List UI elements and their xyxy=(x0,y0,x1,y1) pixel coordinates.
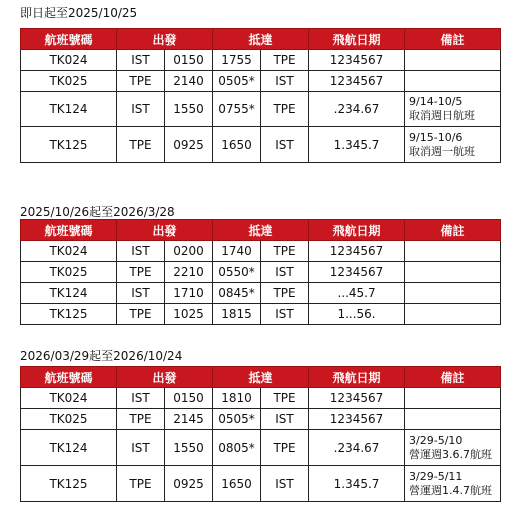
arrive-airport: IST xyxy=(261,127,309,163)
arrive-airport: TPE xyxy=(261,241,309,262)
flight-number: TK124 xyxy=(21,430,117,466)
remark-cell xyxy=(405,50,501,71)
depart-airport: IST xyxy=(117,388,165,409)
operating-days: 1...56. xyxy=(309,304,405,325)
operating-days: 1234567 xyxy=(309,409,405,430)
operating-days: 1.345.7 xyxy=(309,466,405,502)
depart-time: 0925 xyxy=(165,466,213,502)
operating-days: .234.67 xyxy=(309,430,405,466)
remark-period: 9/15-10/6 xyxy=(409,130,463,144)
table-row xyxy=(21,92,501,127)
header-depart: 出發 xyxy=(117,367,213,388)
header-arrive: 抵達 xyxy=(213,29,309,50)
arrive-airport: TPE xyxy=(261,388,309,409)
depart-time: 0150 xyxy=(165,50,213,71)
depart-time: 2140 xyxy=(165,71,213,92)
header-days: 飛航日期 xyxy=(309,220,405,241)
remark-cell xyxy=(405,71,501,92)
remark-note: 營運週1.4.7航班 xyxy=(409,483,493,497)
table-row xyxy=(21,430,501,466)
depart-airport: TPE xyxy=(117,304,165,325)
flight-number: TK125 xyxy=(21,304,117,325)
operating-days: .234.67 xyxy=(309,92,405,127)
depart-time: 1025 xyxy=(165,304,213,325)
arrive-time: 0505* xyxy=(213,71,261,92)
depart-time: 2145 xyxy=(165,409,213,430)
operating-days: 1234567 xyxy=(309,50,405,71)
section-title: 2025/10/26起至2026/3/28 xyxy=(20,205,175,219)
header-days: 飛航日期 xyxy=(309,29,405,50)
arrive-time: 0505* xyxy=(213,409,261,430)
operating-days: 1234567 xyxy=(309,241,405,262)
depart-airport: TPE xyxy=(117,409,165,430)
arrive-time: 1755 xyxy=(213,50,261,71)
arrive-airport: IST xyxy=(261,409,309,430)
remark-note: 取消週日航班 xyxy=(409,109,476,122)
remark-cell xyxy=(405,430,501,466)
arrive-time: 1815 xyxy=(213,304,261,325)
arrive-airport: TPE xyxy=(261,283,309,304)
depart-airport: IST xyxy=(117,241,165,262)
section-title: 2026/03/29起至2026/10/24 xyxy=(20,349,183,363)
depart-airport: TPE xyxy=(117,262,165,283)
flight-number: TK024 xyxy=(21,241,117,262)
table-row xyxy=(21,409,501,430)
operating-days: 1234567 xyxy=(309,388,405,409)
table-row xyxy=(21,388,501,409)
remark-cell xyxy=(405,304,501,325)
remark-cell xyxy=(405,92,501,127)
arrive-airport: IST xyxy=(261,304,309,325)
remark-note: 取消週一航班 xyxy=(409,144,476,158)
depart-time: 2210 xyxy=(165,262,213,283)
table-row xyxy=(21,466,501,502)
depart-time: 0925 xyxy=(165,127,213,163)
depart-time: 1550 xyxy=(165,92,213,127)
header-remark: 備註 xyxy=(405,220,501,241)
table-row xyxy=(21,127,501,163)
flight-number: TK024 xyxy=(21,50,117,71)
depart-airport: TPE xyxy=(117,71,165,92)
header-days: 飛航日期 xyxy=(309,367,405,388)
header-remark: 備註 xyxy=(405,367,501,388)
table-row xyxy=(21,71,501,92)
flight-number: TK024 xyxy=(21,388,117,409)
table-header-row xyxy=(21,29,501,50)
depart-time: 0200 xyxy=(165,241,213,262)
depart-airport: IST xyxy=(117,430,165,466)
remark-cell xyxy=(405,283,501,304)
header-arrive: 抵達 xyxy=(213,367,309,388)
arrive-time: 1810 xyxy=(213,388,261,409)
header-depart: 出發 xyxy=(117,29,213,50)
table-row xyxy=(21,304,501,325)
depart-airport: TPE xyxy=(117,466,165,502)
arrive-airport: IST xyxy=(261,71,309,92)
arrive-time: 1650 xyxy=(213,127,261,163)
remark-cell xyxy=(405,262,501,283)
remark-cell xyxy=(405,409,501,430)
schedule-table xyxy=(20,28,501,163)
remark-cell xyxy=(405,388,501,409)
depart-airport: IST xyxy=(117,50,165,71)
table-row xyxy=(21,283,501,304)
header-remark: 備註 xyxy=(405,29,501,50)
arrive-airport: TPE xyxy=(261,430,309,466)
remark-period: 3/29-5/11 xyxy=(409,469,463,483)
depart-airport: TPE xyxy=(117,127,165,163)
table-row xyxy=(21,262,501,283)
operating-days: 1234567 xyxy=(309,71,405,92)
arrive-time: 0805* xyxy=(213,430,261,466)
arrive-airport: TPE xyxy=(261,92,309,127)
flight-number: TK025 xyxy=(21,409,117,430)
header-flight: 航班號碼 xyxy=(21,367,117,388)
table-header-row xyxy=(21,367,501,388)
depart-airport: IST xyxy=(117,92,165,127)
remark-cell xyxy=(405,241,501,262)
arrive-airport: TPE xyxy=(261,50,309,71)
arrive-airport: IST xyxy=(261,466,309,502)
arrive-airport: IST xyxy=(261,262,309,283)
remark-note: 營運週3.6.7航班 xyxy=(409,447,493,461)
header-flight: 航班號碼 xyxy=(21,29,117,50)
depart-airport: IST xyxy=(117,283,165,304)
operating-days: ...45.7 xyxy=(309,283,405,304)
remark-cell xyxy=(405,466,501,502)
schedule-table xyxy=(20,219,501,325)
flight-number: TK124 xyxy=(21,283,117,304)
flight-number: TK125 xyxy=(21,466,117,502)
flight-number: TK025 xyxy=(21,71,117,92)
flight-number: TK124 xyxy=(21,92,117,127)
remark-period: 3/29-5/10 xyxy=(409,433,463,447)
depart-time: 1550 xyxy=(165,430,213,466)
arrive-time: 0755* xyxy=(213,92,261,127)
arrive-time: 0550* xyxy=(213,262,261,283)
remark-cell xyxy=(405,127,501,163)
section-title: 即日起至2025/10/25 xyxy=(20,6,138,20)
table-row xyxy=(21,50,501,71)
depart-time: 1710 xyxy=(165,283,213,304)
header-flight: 航班號碼 xyxy=(21,220,117,241)
table-row xyxy=(21,241,501,262)
arrive-time: 1740 xyxy=(213,241,261,262)
operating-days: 1234567 xyxy=(309,262,405,283)
arrive-time: 0845* xyxy=(213,283,261,304)
operating-days: 1.345.7 xyxy=(309,127,405,163)
depart-time: 0150 xyxy=(165,388,213,409)
schedule-table xyxy=(20,366,501,502)
header-depart: 出發 xyxy=(117,220,213,241)
remark-period: 9/14-10/5 xyxy=(409,95,463,108)
table-header-row xyxy=(21,220,501,241)
arrive-time: 1650 xyxy=(213,466,261,502)
flight-number: TK125 xyxy=(21,127,117,163)
header-arrive: 抵達 xyxy=(213,220,309,241)
flight-number: TK025 xyxy=(21,262,117,283)
